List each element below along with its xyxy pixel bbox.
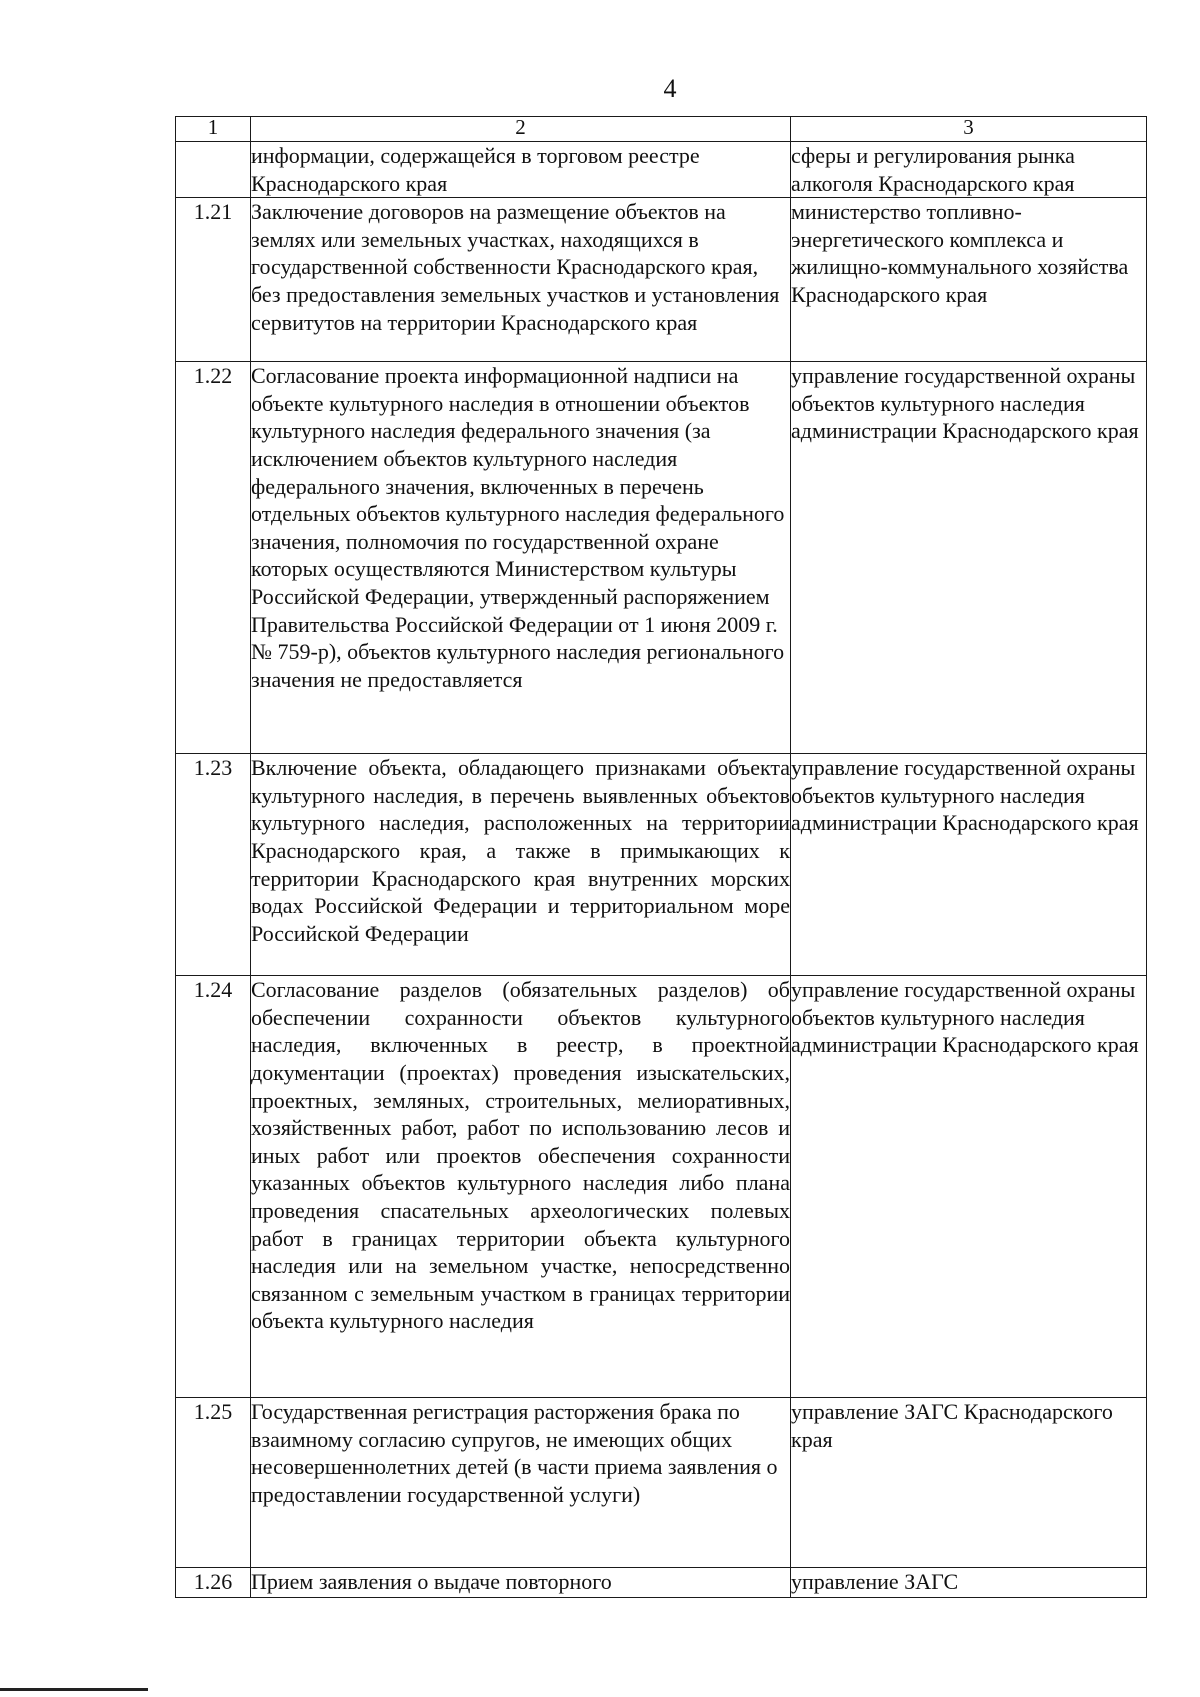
services-table — [175, 116, 1147, 1598]
row-number: 1.26 — [176, 1568, 251, 1598]
header-col-3: 3 — [791, 117, 1147, 142]
table-row — [176, 1568, 1147, 1598]
header-col-2: 2 — [251, 117, 791, 142]
page-number: 4 — [663, 74, 677, 103]
table-row — [176, 754, 1147, 976]
row-number: 1.24 — [176, 976, 251, 1398]
table-row — [176, 362, 1147, 754]
table-row — [176, 976, 1147, 1398]
responsible-body: управление государственной охраны объектов культурного наследия администрации Краснодарского края — [791, 976, 1147, 1398]
service-description: информации, содержащейся в торговом реестре Краснодарского края — [251, 142, 791, 198]
responsible-body: управление государственной охраны объектов культурного наследия администрации Краснодарского края — [791, 362, 1147, 754]
service-description: Заключение договоров на размещение объектов на землях или земельных участках, находящихся в государственной собственности Краснодарского края, без предоставления земельных участков и установления сервитутов на территории Краснодарского края — [251, 198, 791, 362]
table-row — [176, 1398, 1147, 1568]
table-row — [176, 142, 1147, 198]
service-description: Включение объекта, обладающего признаками объекта культурного наследия, в перечень выявленных объектов культурного наследия, расположенных на территории Краснодарского края, а также в примыкающих к территории Краснодарского края внутренних морских водах Российской Федерации и территориальном море Российской Федерации — [251, 754, 791, 976]
responsible-body: управление государственной охраны объектов культурного наследия администрации Краснодарского края — [791, 754, 1147, 976]
header-col-1: 1 — [176, 117, 251, 142]
row-number — [176, 142, 251, 198]
service-description: Согласование разделов (обязательных разделов) об обеспечении сохранности объектов культурного наследия, включенных в реестр, в проектной документации (проектах) проведения изыскательских, проектных, земляных, строительных, мелиоративных, хозяйственных работ, работ по использованию лесов и иных работ или проектов обеспечения сохранности указанных объектов культурного наследия либо плана проведения спасательных археологических полевых работ в границах территории объекта культурного наследия или на земельном участке, непосредственно связанном с земельным участком в границах территории объекта культурного наследия — [251, 976, 791, 1398]
table-header-row — [176, 117, 1147, 142]
row-number: 1.22 — [176, 362, 251, 754]
row-number: 1.25 — [176, 1398, 251, 1568]
responsible-body: управление ЗАГС Краснодарского края — [791, 1398, 1147, 1568]
responsible-body: сферы и регулирования рынка алкоголя Краснодарского края — [791, 142, 1147, 198]
row-number: 1.21 — [176, 198, 251, 362]
service-description: Государственная регистрация расторжения брака по взаимному согласию супругов, не имеющих общих несовершеннолетних детей (в части приема заявления о предоставлении государственной услуги) — [251, 1398, 791, 1568]
scan-edge-mark — [0, 1688, 148, 1691]
service-description: Прием заявления о выдаче повторного — [251, 1568, 791, 1598]
service-description: Согласование проекта информационной надписи на объекте культурного наследия в отношении объектов культурного наследия федерального значения (за исключением объектов культурного наследия федерального значения, включенных в перечень отдельных объектов культурного наследия федерального значения, полномочия по государственной охране которых осуществляются Министерством культуры Российской Федерации, утвержденный распоряжением Правительства Российской Федерации от 1 июня 2009 г. № 759-р), объектов культурного наследия регионального значения не предоставляется — [251, 362, 791, 754]
responsible-body: управление ЗАГС — [791, 1568, 1147, 1598]
row-number: 1.23 — [176, 754, 251, 976]
table-row — [176, 198, 1147, 362]
responsible-body: министерство топливно-энергетического комплекса и жилищно-коммунального хозяйства Краснодарского края — [791, 198, 1147, 362]
